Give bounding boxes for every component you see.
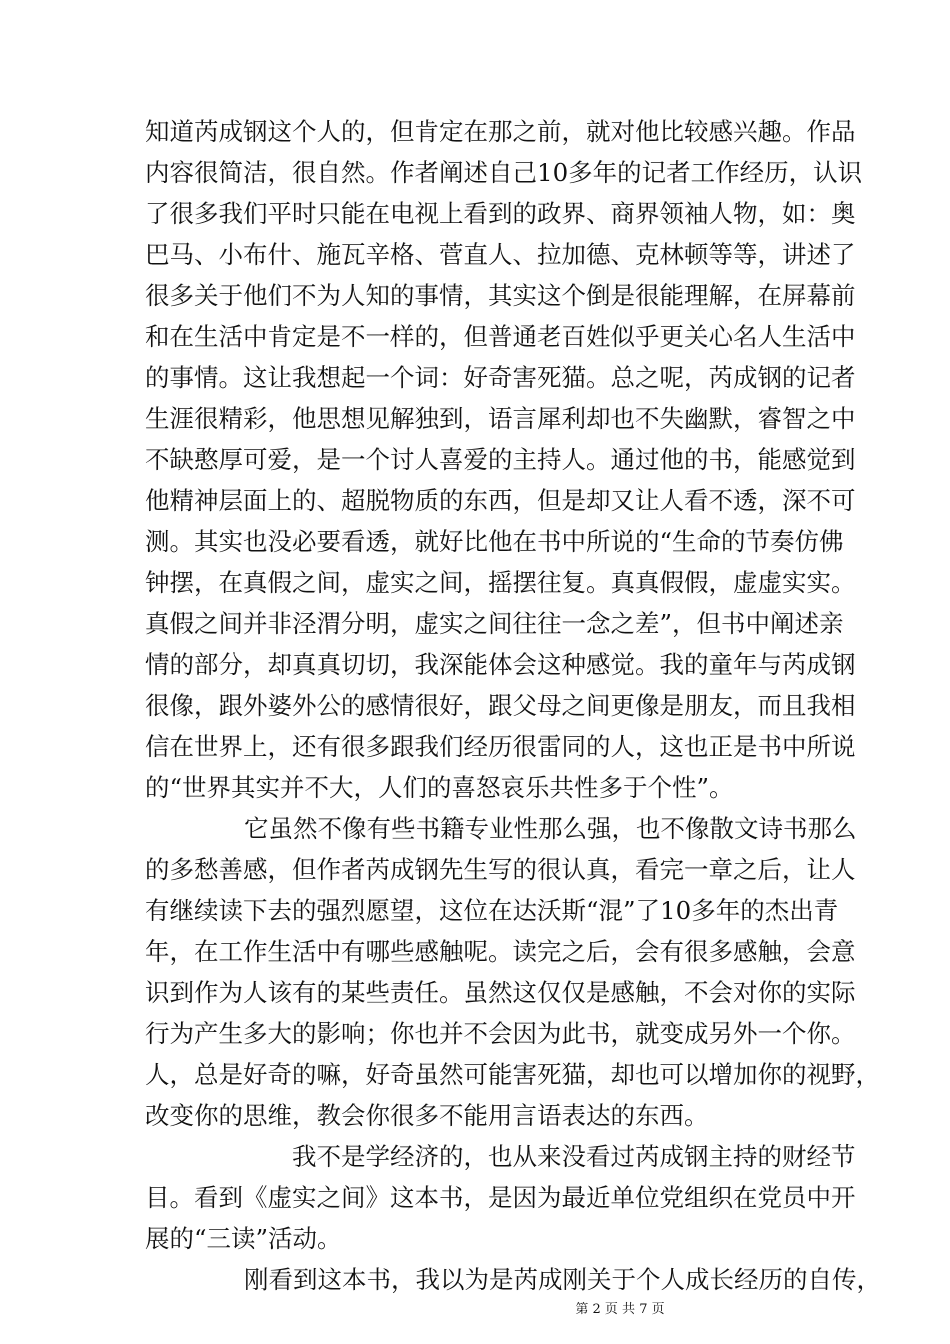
body-text-line: 有继续读下去的强烈愿望，这位在达沃斯“混”了10多年的杰出青 <box>145 896 839 925</box>
body-text-line: 目。看到《虚实之间》这本书，是因为最近单位党组织在党员中开 <box>145 1183 856 1212</box>
body-text-line: 生涯很精彩，他思想见解独到，语言犀利却也不失幽默，睿智之中 <box>145 404 856 433</box>
page-number-footer: 第 2 页 共 7 页 <box>575 1302 665 1317</box>
body-text-line: 和在生活中肯定是不一样的，但普通老百姓似乎更关心名人生活中 <box>145 322 856 351</box>
paragraph-start-line: 它虽然不像有些书籍专业性那么强，也不像散文诗书那么 <box>244 814 857 843</box>
body-text-line: 年，在工作生活中有哪些感触呢。读完之后，会有很多感触，会意 <box>145 937 856 966</box>
body-text-line: 他精神层面上的、超脱物质的东西，但是却又让人看不透，深不可 <box>145 486 856 515</box>
body-text-line: 的多愁善感，但作者芮成钢先生写的很认真，看完一章之后，让人 <box>145 855 856 884</box>
body-text-line: 改变你的思维，教会你很多不能用言语表达的东西。 <box>145 1101 709 1130</box>
body-text-line: 很像，跟外婆外公的感情很好，跟父母之间更像是朋友，而且我相 <box>145 691 856 720</box>
body-text-line: 人，总是好奇的嘛，好奇虽然可能害死猫，却也可以增加你的视野， <box>145 1060 880 1089</box>
body-text-line: 识到作为人该有的某些责任。虽然这仅仅是感触，不会对你的实际 <box>145 978 856 1007</box>
paragraph-start-line: 我不是学经济的，也从来没看过芮成钢主持的财经节 <box>292 1142 856 1171</box>
body-text-line: 行为产生多大的影响；你也并不会因为此书，就变成另外一个你。 <box>145 1019 856 1048</box>
body-text-line: 展的“三读”活动。 <box>145 1224 342 1253</box>
body-text-line: 情的部分，却真真切切，我深能体会这种感觉。我的童年与芮成钢 <box>145 650 856 679</box>
body-text-line: 知道芮成钢这个人的，但肯定在那之前，就对他比较感兴趣。作品 <box>145 117 856 146</box>
body-text-line: 内容很简洁，很自然。作者阐述自己10多年的记者工作经历，认识 <box>145 158 863 187</box>
body-text-line: 很多关于他们不为人知的事情，其实这个倒是很能理解，在屏幕前 <box>145 281 856 310</box>
paragraph-start-line: 刚看到这本书，我以为是芮成刚关于个人成长经历的自传， <box>244 1265 881 1294</box>
body-text-line: 巴马、小布什、施瓦辛格、菅直人、拉加德、克林顿等等，讲述了 <box>145 240 856 269</box>
body-text-line: 钟摆，在真假之间，虚实之间，摇摆往复。真真假假，虚虚实实。 <box>145 568 856 597</box>
body-text-line: 的“世界其实并不大，人们的喜怒哀乐共性多于个性”。 <box>145 773 734 802</box>
body-text-line: 信在世界上，还有很多跟我们经历很雷同的人，这也正是书中所说 <box>145 732 856 761</box>
body-text-line: 测。其实也没必要看透，就好比他在书中所说的“生命的节奏仿佛 <box>145 527 844 556</box>
body-text-line: 真假之间并非泾渭分明，虚实之间往往一念之差”，但书中阐述亲 <box>145 609 844 638</box>
body-text-line: 不缺憨厚可爱，是一个讨人喜爱的主持人。通过他的书，能感觉到 <box>145 445 856 474</box>
body-text-line: 的事情。这让我想起一个词：好奇害死猫。总之呢，芮成钢的记者 <box>145 363 856 392</box>
body-text-line: 了很多我们平时只能在电视上看到的政界、商界领袖人物，如：奥 <box>145 199 856 228</box>
